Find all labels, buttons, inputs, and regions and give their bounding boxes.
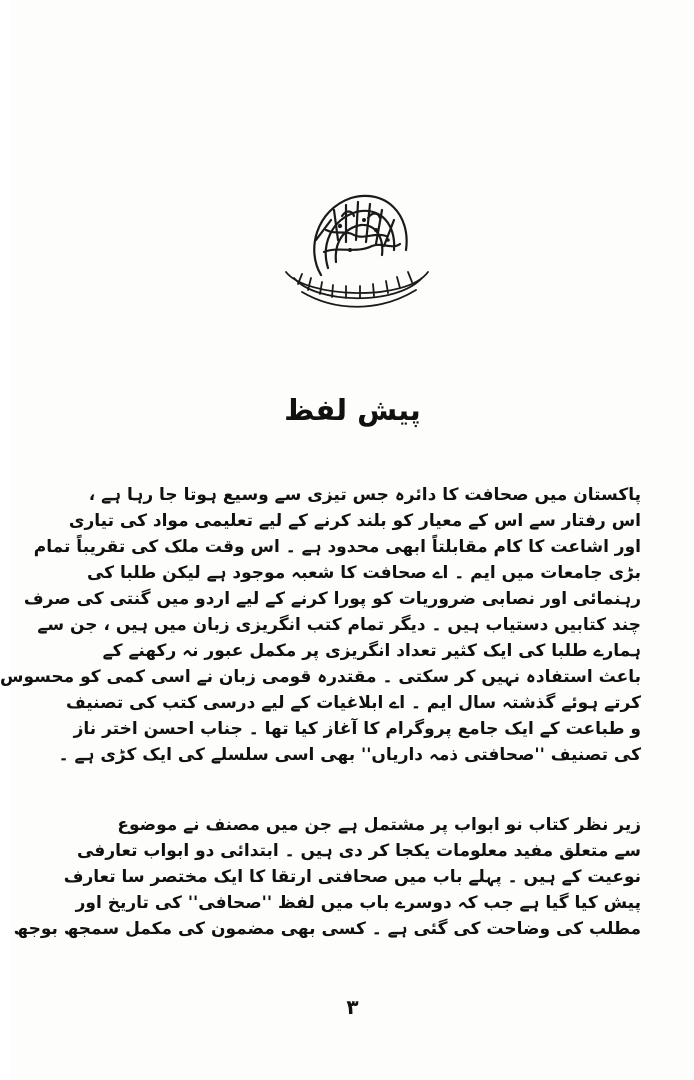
paragraph-line: مطلب کی وضاحت کی گئی ہے ۔ کسی بھی مضمون کی مکمل سمجھ بوجھ bbox=[13, 919, 641, 939]
paragraph-line: زیر نظر کتاب نو ابواب پر مشتمل ہے جن میں مصنف نے موضوع bbox=[117, 815, 641, 835]
paragraph-line: بڑی جامعات میں ایم ۔ اے صحافت کا شعبہ موجود ہے لیکن طلبا کی bbox=[86, 563, 641, 583]
paragraph-line: اور اشاعت کا کام مقابلتاً ابھی محدود ہے ۔ اس وقت ملک کی تقریباً تمام bbox=[33, 537, 641, 557]
paragraph-line: چند کتابیں دستیاب ہیں ۔ دیگر تمام کتب انگریزی زبان میں ہیں ، جن سے bbox=[37, 615, 641, 635]
calligraphy-ornament-icon bbox=[276, 180, 436, 320]
paragraph-line: ہمارے طلبا کی ایک کثیر تعداد انگریزی پر مکمل عبور نہ رکھنے کے bbox=[102, 641, 641, 661]
paragraph-line: رہنمائی اور نصابی ضروریات کو پورا کرنے کے لیے اردو میں گنتی کی صرف bbox=[23, 589, 641, 609]
paragraph-line: اس رفتار سے اس کے معیار کو بلند کرنے کے لیے تعلیمی مواد کی تیاری bbox=[68, 511, 641, 531]
paragraph-line: پیش کیا گیا ہے جب کہ دوسرے باب میں لفظ ''صحافی'' کی تاریخ اور bbox=[75, 893, 641, 913]
paragraph-line: باعث استفادہ نہیں کر سکتی ۔ مقتدرہ قومی زبان نے اسی کمی کو محسوس bbox=[0, 667, 641, 687]
paragraph-line: سے متعلق مفید معلومات یکجا کر دی ہیں ۔ ابتدائی دو ابواب تعارفی bbox=[76, 841, 641, 861]
paragraph-line: کرتے ہوئے گذشتہ سال ایم ۔ اے ابلاغیات کے لیے درسی کتب کی تصنیف bbox=[65, 693, 641, 713]
paragraph-line: و طباعت کے ایک جامع پروگرام کا آغاز کیا تھا ۔ جناب احسن اختر ناز bbox=[73, 719, 641, 739]
page-heading: پیش لفظ bbox=[284, 393, 421, 427]
bismillah-calligraphy-emblem bbox=[276, 180, 436, 320]
paragraph-1 bbox=[0, 482, 641, 768]
paragraph-line: نوعیت کے ہیں ۔ پہلے باب میں صحافتی ارتقا کا ایک مختصر سا تعارف bbox=[63, 867, 641, 887]
paragraph-2 bbox=[13, 812, 641, 942]
page-number: ۳ bbox=[346, 995, 359, 1019]
paragraph-line: پاکستان میں صحافت کا دائرہ جس تیزی سے وسیع ہوتا جا رہا ہے ، bbox=[88, 485, 641, 505]
paragraph-line: کی تصنیف ''صحافتی ذمہ داریاں'' بھی اسی سلسلے کی ایک کڑی ہے ۔ bbox=[58, 745, 641, 765]
